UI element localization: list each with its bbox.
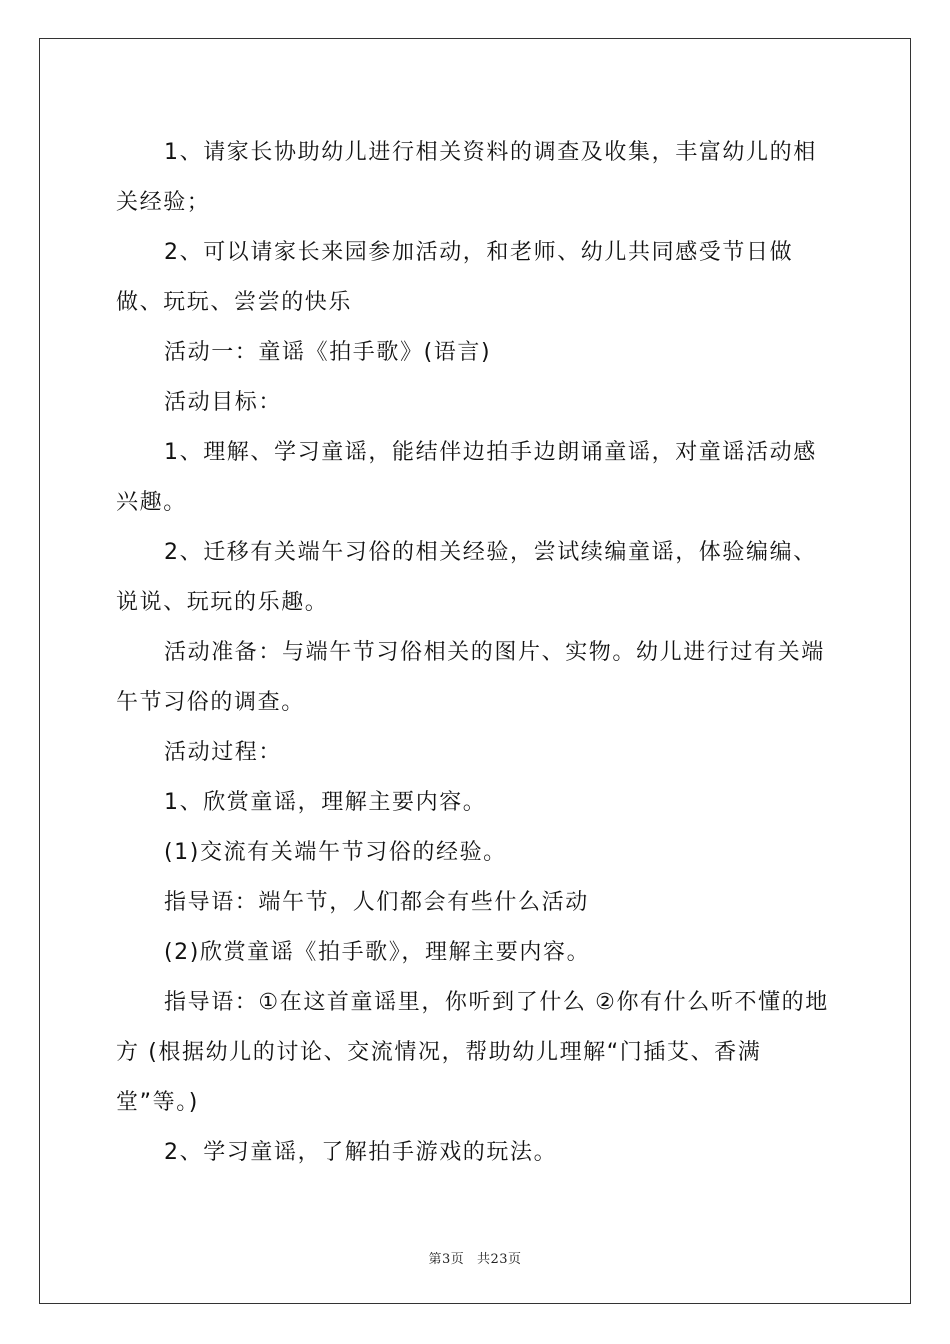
paragraph: (2)欣赏童谣《拍手歌》，理解主要内容。	[164, 940, 591, 965]
page-number: 第3页	[428, 1252, 465, 1267]
paragraph: 2、迁移有关端午习俗的相关经验，尝试续编童谣，体验编编、说说、玩玩的乐趣。	[116, 540, 817, 615]
paragraph: 指导语：①在这首童谣里，你听到了什么 ②你有什么听不懂的地方 (根据幼儿的讨论、交流情况，帮助幼儿理解“门插艾、香满堂”等。)	[116, 990, 829, 1115]
paragraph: (1)交流有关端午节习俗的经验。	[164, 840, 507, 865]
paragraph: 指导语：端午节，人们都会有些什么活动	[164, 890, 589, 915]
paragraph: 1、欣赏童谣，理解主要内容。	[164, 790, 487, 815]
paragraph: 2、可以请家长来园参加活动，和老师、幼儿共同感受节日做做、玩玩、尝尝的快乐	[116, 240, 794, 315]
paragraph: 1、理解、学习童谣，能结伴边拍手边朗诵童谣，对童谣活动感兴趣。	[116, 440, 817, 515]
paragraph: 活动准备：与端午节习俗相关的图片、实物。幼儿进行过有关端午节习俗的调查。	[116, 640, 825, 715]
document-body	[116, 128, 840, 1178]
paragraph: 2、学习童谣，了解拍手游戏的玩法。	[164, 1140, 558, 1165]
paragraph: 活动目标：	[164, 390, 283, 415]
page-total: 共23页	[476, 1252, 522, 1267]
page-footer	[0, 1248, 950, 1267]
paragraph: 活动过程：	[164, 740, 283, 765]
paragraph: 1、请家长协助幼儿进行相关资料的调查及收集，丰富幼儿的相关经验；	[116, 140, 817, 215]
paragraph: 活动一：童谣《拍手歌》(语言)	[164, 340, 492, 365]
